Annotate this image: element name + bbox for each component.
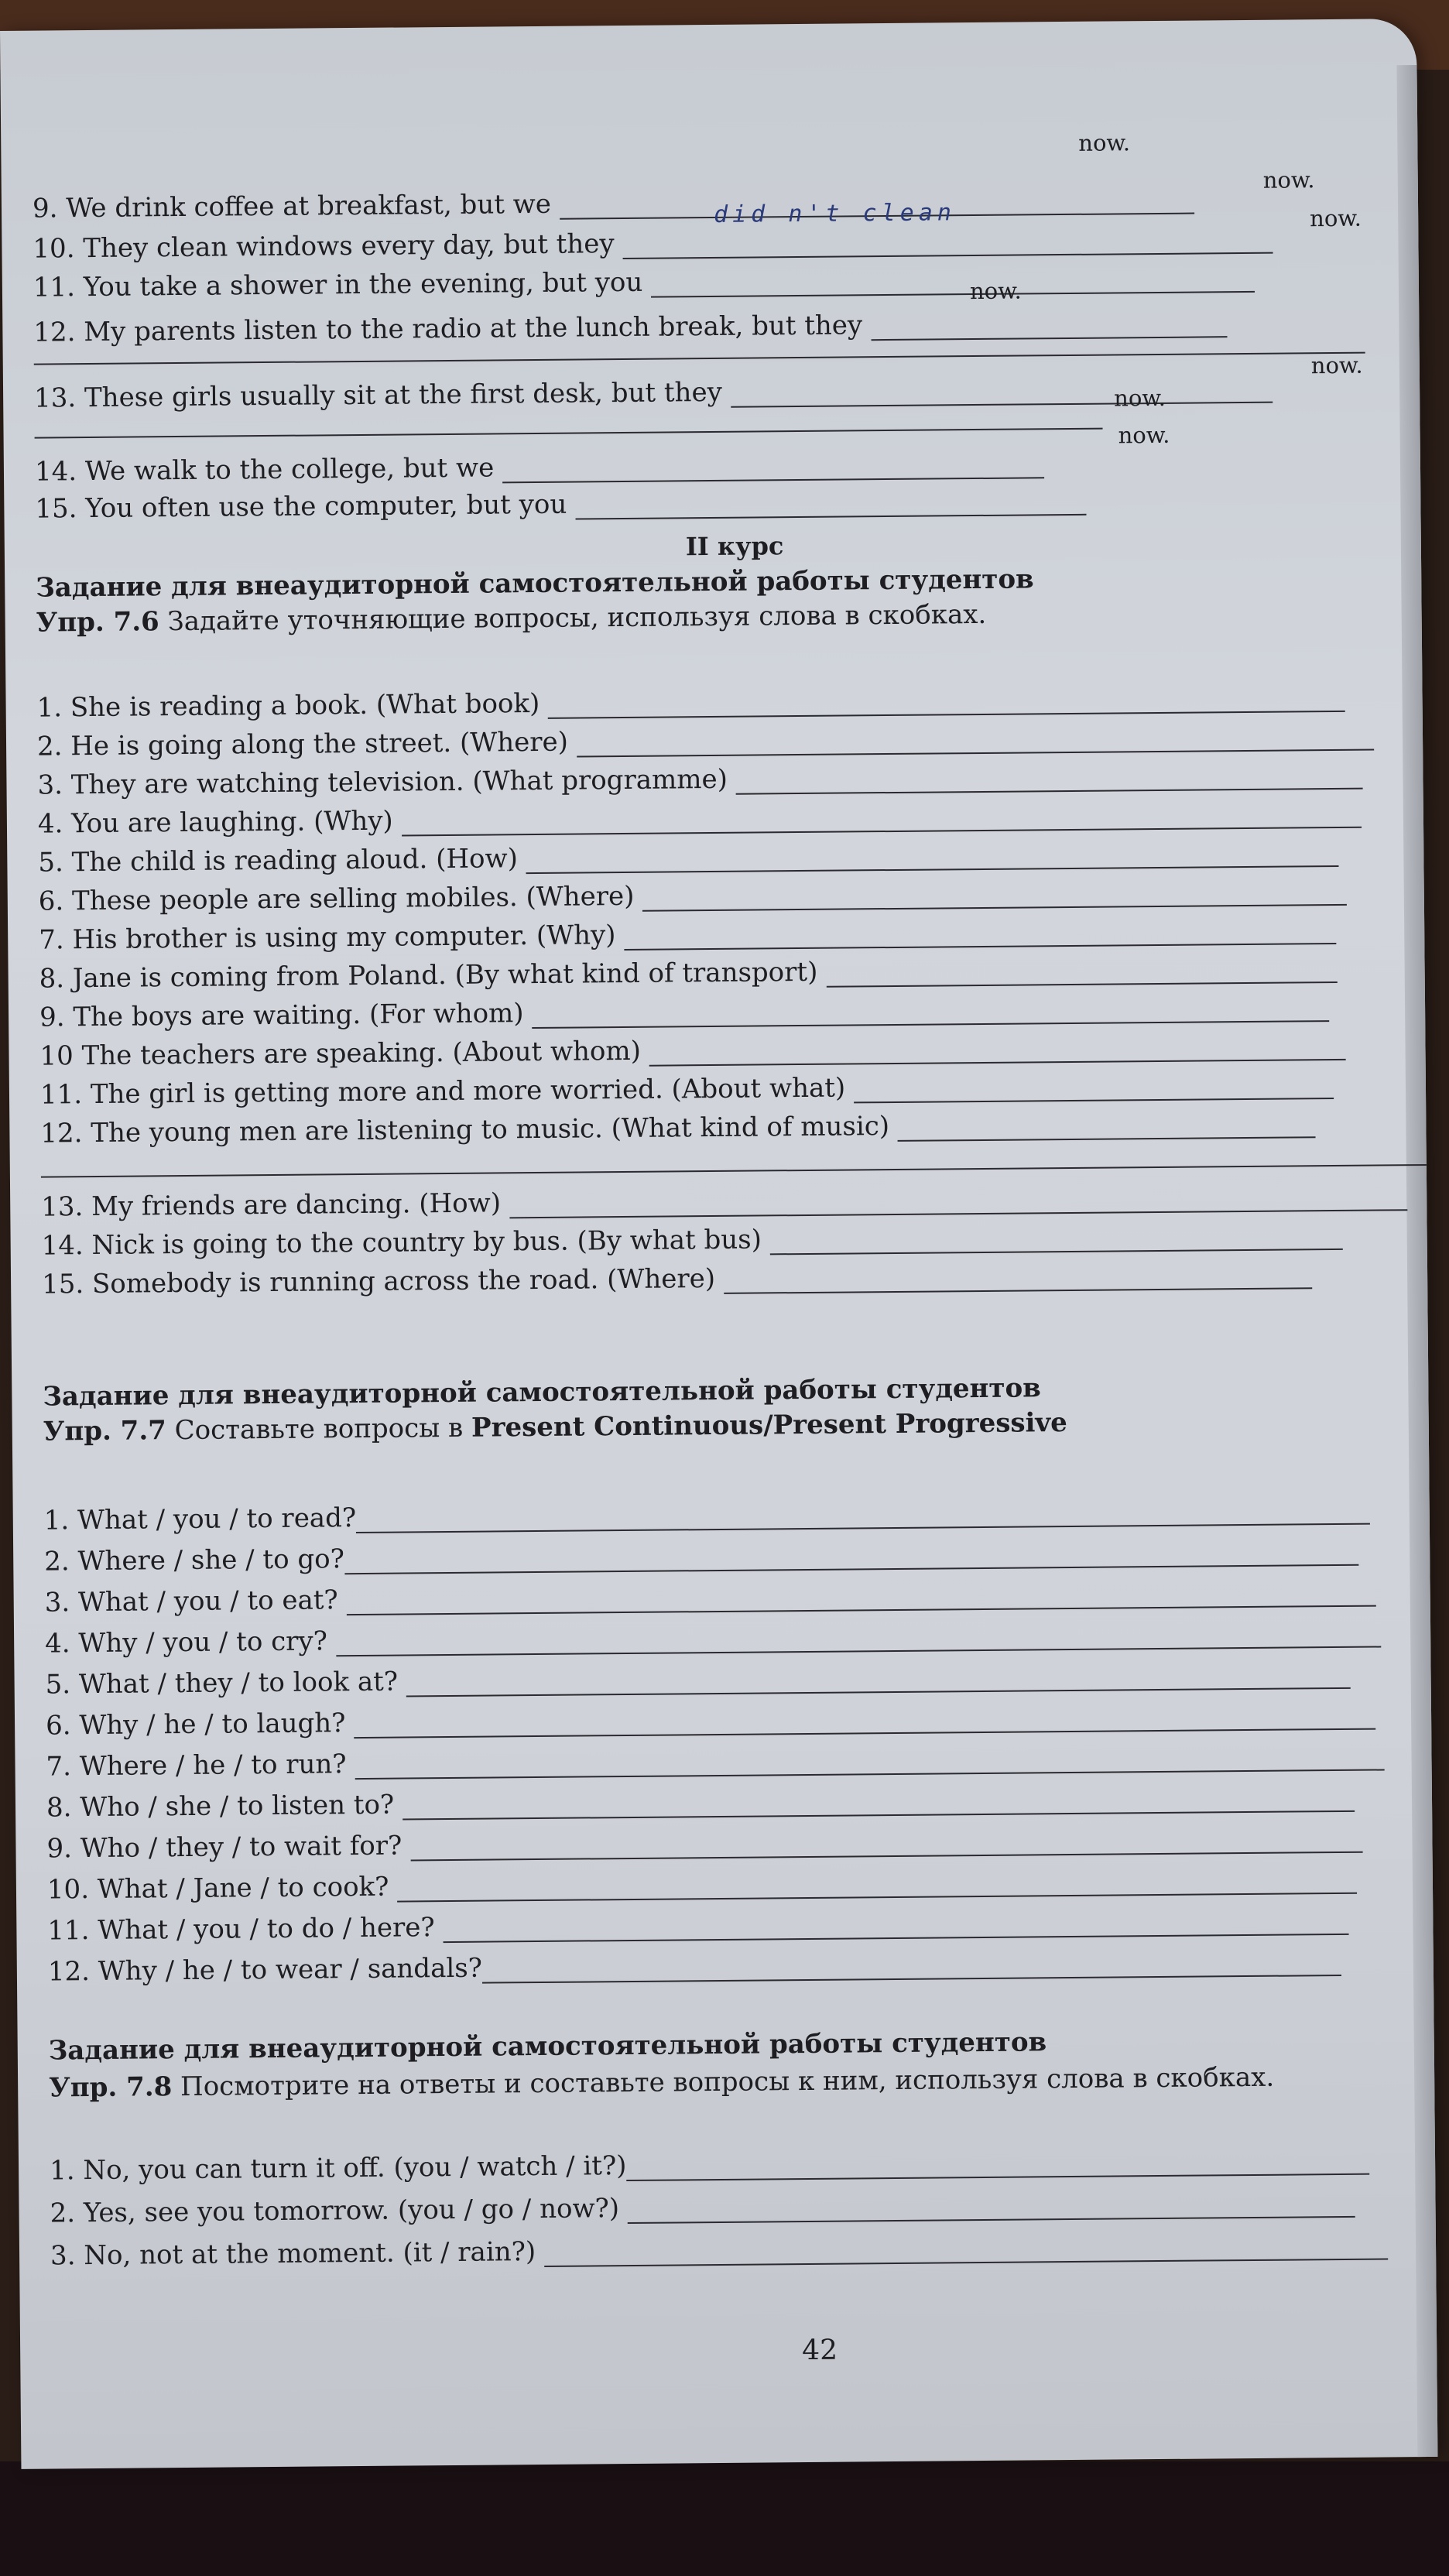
ex76-item-15: 15. Somebody is running across the road. (Where) [42, 1258, 1312, 1300]
ex77-item-8: 8. Who / she / to listen to? [46, 1781, 1355, 1824]
ex77-item-1: 1. What / you / to read? [44, 1494, 1371, 1536]
ex78-item-2: 2. Yes, see you tomorrow. (you / go / now?) [50, 2187, 1355, 2229]
ex77-item-6: 6. Why / he / to laugh? [46, 1699, 1375, 1742]
ex77-item-12: 12. Why / he / to wear / sandals? [48, 1945, 1341, 1988]
answer-line[interactable] [624, 918, 1336, 951]
prev-item-13: 13. These girls usually sit at the first desk, but they [34, 372, 1273, 414]
ex76-item-6: 6. These people are selling mobiles. (Where) [39, 875, 1348, 917]
answer-line[interactable] [443, 1909, 1348, 1943]
workbook-page [0, 19, 1437, 2469]
answer-line[interactable] [724, 1262, 1312, 1294]
ex76-item-10: 10 The teachers are speaking. (About whom) [39, 1029, 1346, 1072]
ex76-item-7: 7. His brother is using my computer. (Why) [39, 913, 1336, 956]
answer-line-continued[interactable] [41, 1164, 1427, 1178]
ex77-item-3: 3. What / you / to eat? [45, 1576, 1376, 1619]
ex78-heading: Упр. 7.8 Посмотрите на ответы и составьте вопросы к ним, используя слова в скобках. [49, 2061, 1275, 2104]
answer-line[interactable] [826, 957, 1337, 988]
now-label: now. [1310, 351, 1363, 379]
ex76-item-13: 13. My friends are dancing. (How) [41, 1180, 1407, 1222]
ex76-item-5: 5. The child is reading aloud. (How) [38, 836, 1339, 879]
answer-line[interactable] [502, 452, 1044, 483]
section-heading: Задание для внеаудиторной самостоятельной работы студентов [36, 564, 1034, 604]
prev-item-14: 14. We walk to the college, but we [35, 447, 1044, 487]
now-label: now. [1310, 204, 1362, 232]
now-label: now. [1114, 384, 1166, 412]
answer-line[interactable] [577, 724, 1374, 758]
ex76-item-8: 8. Jane is coming from Poland. (By what kind of transport) [39, 952, 1338, 995]
ex77-item-7: 7. Where / he / to run? [46, 1739, 1384, 1782]
ex76-item-2: 2. He is going along the street. (Where) [37, 720, 1374, 762]
ex77-item-5: 5. What / they / to look at? [45, 1658, 1350, 1701]
desk-foreground [0, 2461, 1449, 2576]
answer-line-continued[interactable] [35, 428, 1103, 439]
prev-item-10: 10. They clean windows every day, but they [33, 223, 1273, 265]
answer-line[interactable] [397, 1868, 1357, 1903]
answer-line[interactable] [410, 1827, 1362, 1862]
answer-line[interactable] [548, 686, 1345, 719]
answer-line[interactable] [356, 1499, 1370, 1533]
ex78-item-3: 3. No, not at the moment. (it / rain?) [50, 2228, 1388, 2271]
ex76-item-11: 11. The girl is getting more and more worried. (About what) [40, 1068, 1334, 1111]
course-label: II курс [685, 531, 784, 562]
section-heading: Задание для внеаудиторной самостоятельной работы студентов [43, 1372, 1041, 1413]
ex76-item-9: 9. The boys are waiting. (For whom) [39, 991, 1330, 1033]
now-label: now. [1118, 421, 1170, 449]
ex76-item-4: 4. You are laughing. (Why) [38, 797, 1362, 840]
answer-line[interactable] [544, 2233, 1388, 2267]
answer-line[interactable] [509, 1184, 1407, 1218]
answer-line[interactable] [575, 489, 1086, 520]
answer-line[interactable] [642, 879, 1347, 912]
ex76-item-3: 3. They are watching television. (What programme) [37, 759, 1362, 801]
ex77-item-2: 2. Where / she / to go? [44, 1535, 1358, 1577]
answer-line[interactable] [482, 1950, 1341, 1984]
answer-line[interactable] [770, 1224, 1343, 1255]
handwritten-answer: did n't clean [713, 199, 957, 228]
now-label: now. [1262, 166, 1315, 194]
ex78-item-1: 1. No, you can turn it off. (you / watch / it?) [50, 2144, 1370, 2187]
answer-line[interactable] [346, 1581, 1375, 1616]
now-label: now. [1078, 129, 1131, 156]
ex77-item-10: 10. What / Jane / to cook? [47, 1863, 1358, 1906]
answer-line[interactable] [649, 1034, 1346, 1067]
prev-item-9: 9. We drink coffee at breakfast, but we [33, 183, 1194, 224]
ex76-item-12: 12. The young men are listening to music. (What kind of music) [40, 1107, 1316, 1149]
answer-line[interactable] [898, 1112, 1316, 1142]
answer-line[interactable] [344, 1540, 1358, 1574]
answer-line[interactable] [336, 1622, 1381, 1657]
answer-line[interactable] [354, 1704, 1375, 1739]
answer-line-continued[interactable] [34, 352, 1365, 365]
page-edge [1396, 65, 1437, 2457]
now-label: now. [969, 277, 1022, 305]
prev-item-15: 15. You often use the computer, but you [35, 485, 1086, 525]
answer-line[interactable] [402, 1786, 1355, 1821]
answer-line[interactable] [406, 1663, 1351, 1697]
answer-line[interactable] [871, 311, 1227, 341]
answer-line[interactable] [622, 228, 1273, 259]
answer-line[interactable] [628, 2191, 1355, 2224]
ex77-heading: Упр. 7.7 Составьте вопросы в Present Continuous/Present Progressive [43, 1407, 1068, 1447]
answer-line[interactable] [355, 1744, 1384, 1780]
prev-item-12: 12. My parents listen to the radio at the lunch break, but they [33, 307, 1227, 348]
answer-line[interactable] [401, 802, 1361, 837]
ex77-item-11: 11. What / you / to do / here? [47, 1904, 1348, 1947]
answer-line[interactable] [854, 1073, 1334, 1103]
answer-line[interactable] [532, 995, 1329, 1029]
ex76-item-1: 1. She is reading a book. (What book) [36, 681, 1345, 724]
section-heading: Задание для внеаудиторной самостоятельной работы студентов [48, 2026, 1047, 2067]
ex77-item-4: 4. Why / you / to cry? [45, 1617, 1381, 1660]
answer-line[interactable] [731, 377, 1273, 408]
answer-line[interactable] [626, 2149, 1369, 2181]
ex76-item-14: 14. Nick is going to the country by bus. (By what bus) [42, 1219, 1343, 1262]
prev-item-11: 11. You take a shower in the evening, but you [33, 262, 1255, 303]
ex76-heading: Упр. 7.6 Задайте уточняющие вопросы, используя слова в скобках. [36, 598, 987, 639]
ex77-item-9: 9. Who / they / to wait for? [46, 1822, 1362, 1865]
answer-line[interactable] [736, 763, 1363, 795]
answer-line[interactable] [651, 266, 1255, 298]
page-number: 42 [802, 2334, 838, 2367]
answer-line[interactable] [526, 841, 1339, 874]
